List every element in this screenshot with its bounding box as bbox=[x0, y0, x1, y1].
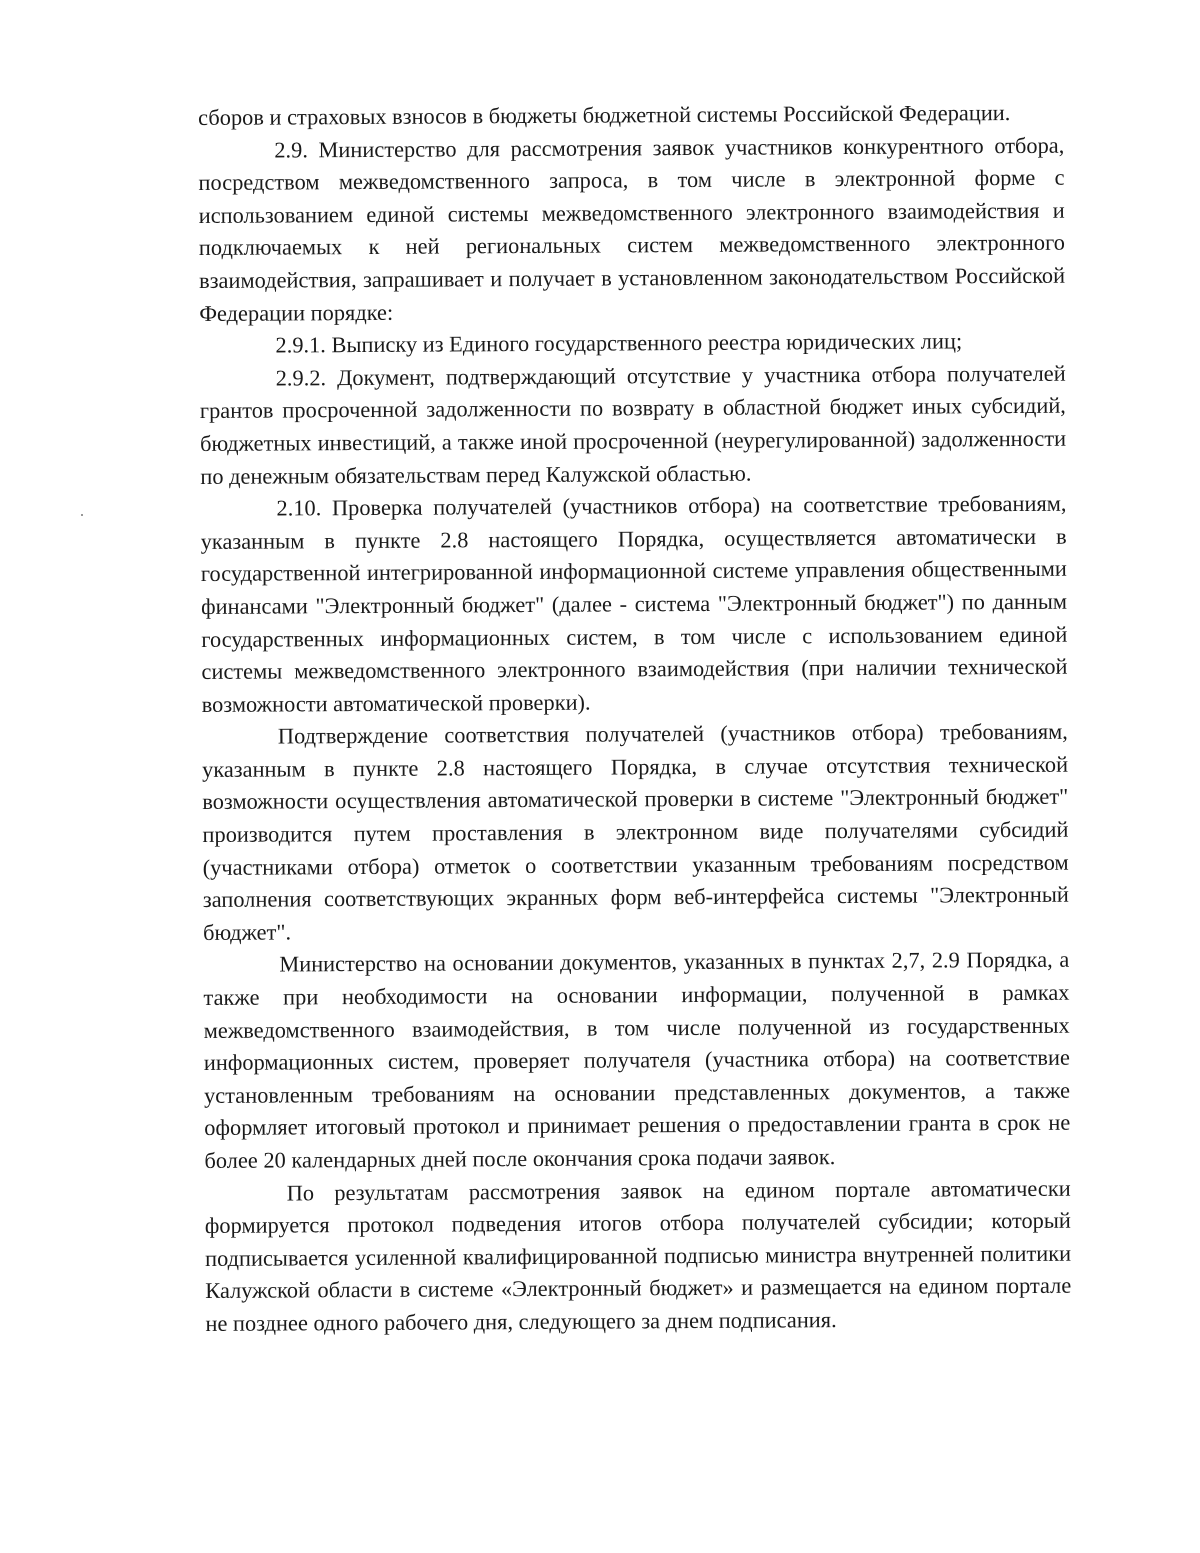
paragraph-2-10: 2.10. Проверка получателей (участников отбора) на соответствие требованиям, указанным в пункте 2.8 настоящего Порядка, осуществляется автоматически в государственной интегрированной информационной системе управления общественными финансами "Электронный бюджет" (далее - система "Электронный бюджет") по данным государственных информационных систем, в том числе с использованием единой системы межведомственного электронного взаимодействия (при наличии технической возможности автоматической проверки). bbox=[200, 490, 1068, 717]
paragraph-continuation: сборов и страховых взносов в бюджеты бюджетной системы Российской Федерации. bbox=[198, 100, 1011, 130]
paragraph-2-9: 2.9. Министерство для рассмотрения заявок участников конкурентного отбора, посредством межведомственного запроса, в том числе в электронной форме с использованием единой системы межведомственного электронного взаимодействия и подключаемых к ней региональных систем межведомственного электронного взаимодействия, запрашивает и получает в установленном законодательством Российской Федерации порядке: bbox=[198, 132, 1066, 326]
paragraph-confirmation: Подтверждение соответствия получателей (участников отбора) требованиям, указанным в пункте 2.8 настоящего Порядка, в случае отсутствия технической возможности осуществления автоматической проверки в системе "Электронный бюджет" производится путем проставления в электронном виде получателями субсидий (участниками отбора) отметок о соответствии указанным требованиям посредством заполнения соответствующих экранных форм веб-интерфейса системы "Электронный бюджет". bbox=[202, 718, 1069, 945]
document-page bbox=[198, 97, 1072, 1341]
paragraph-2-9-1: 2.9.1. Выписку из Единого государственного реестра юридических лиц; bbox=[275, 328, 963, 358]
paragraph-ministry-review: Министерство на основании документов, указанных в пунктах 2,7, 2.9 Порядка, а также при необходимости на основании информации, полученной в рамках межведомственного взаимодействия, в том числе полученной из государственных информационных систем, проверяет получателя (участника отбора) на соответствие установленным требованиям на основании представленных документов, а также оформляет итоговый протокол и принимает решения о предоставлении гранта в срок не более 20 календарных дней после окончания срока подачи заявок. bbox=[203, 947, 1071, 1173]
paragraph-protocol: По результатам рассмотрения заявок на едином портале автоматически формируется протокол подведения итогов отбора получателей субсидии; который подписывается усиленной квалифицированной подписью министра внутренней политики Калужской области в системе «Электронный бюджет» и размещается на едином портале не позднее одного рабочего дня, следующего за днем подписания. bbox=[204, 1175, 1072, 1336]
paragraph-2-9-2: 2.9.2. Документ, подтверждающий отсутствие у участника отбора получателей грантов просроченной задолженности по возврату в областной бюджет иных субсидий, бюджетных инвестиций, а также иной просроченной (неурегулированной) задолженности по денежным обязательствам перед Калужской областью. bbox=[199, 360, 1067, 489]
scan-speck bbox=[81, 514, 83, 516]
